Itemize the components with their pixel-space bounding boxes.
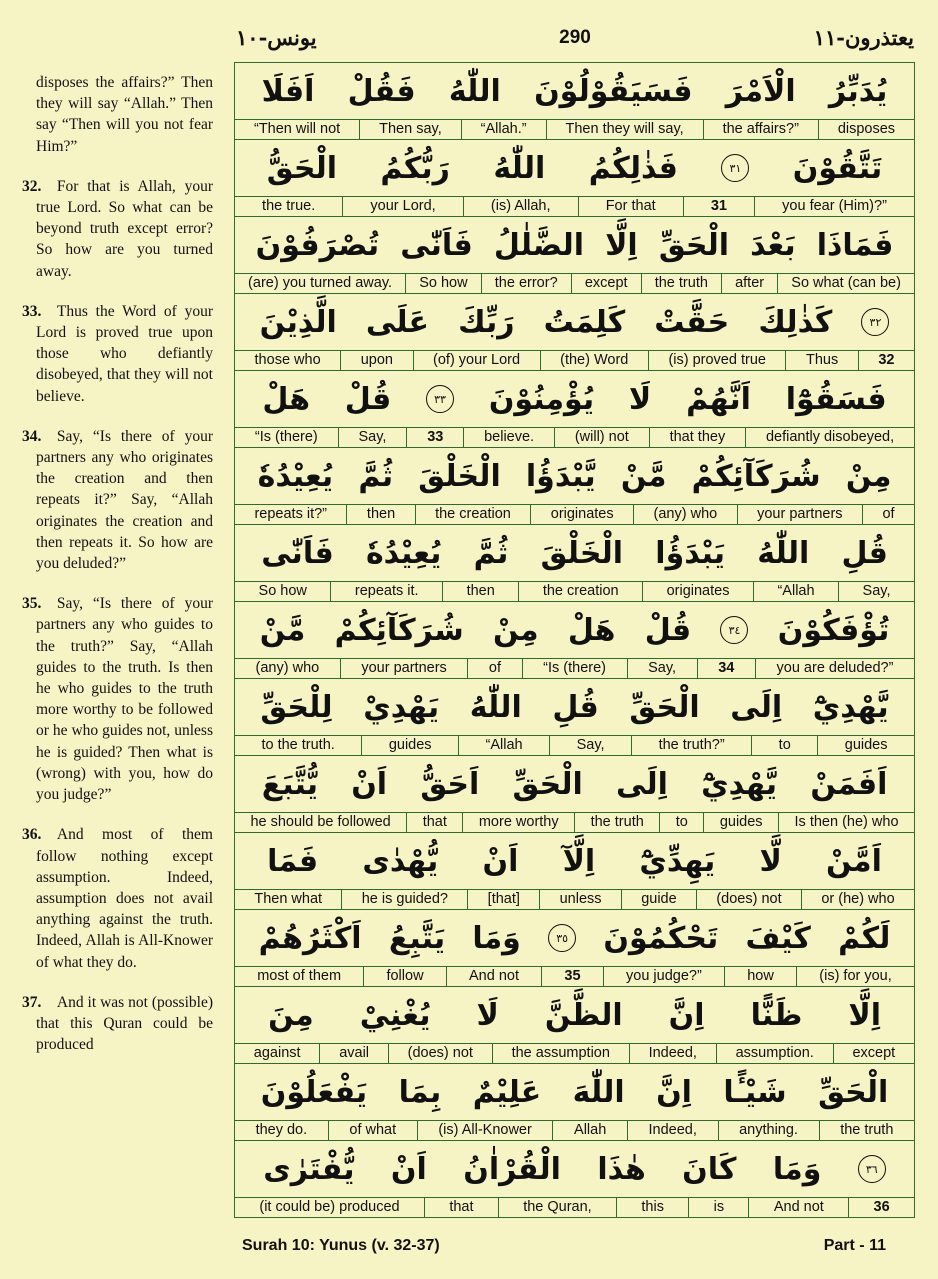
word-meaning-cell: (does) not xyxy=(696,890,801,909)
arabic-word: تُصْرَفُوْنَ xyxy=(255,227,380,263)
arabic-word: يُدَبِّرُ xyxy=(828,73,888,109)
verse-row xyxy=(235,1063,914,1140)
arabic-word: فَسَقُوْٓا xyxy=(785,381,887,417)
ayah-number-cell: 32 xyxy=(858,351,914,370)
arabic-word: هَلْ xyxy=(567,612,616,648)
word-meaning-cell: (are) you turned away. xyxy=(248,275,393,291)
arabic-word: اِلَّا xyxy=(605,227,638,263)
arabic-word: شُرَكَآئِكُمْ xyxy=(691,458,821,494)
word-meaning-cell: Then what xyxy=(254,891,323,907)
arabic-line xyxy=(235,833,914,890)
word-meaning-cell: (does) not xyxy=(388,1044,492,1063)
arabic-word: الْخَلْقَ xyxy=(540,535,624,571)
arabic-word: ثُمَّ xyxy=(358,458,394,494)
word-meaning-cell: your partners xyxy=(737,505,862,524)
verse-number: 36. xyxy=(22,826,42,844)
arabic-word: يُعِيْدُهٗ xyxy=(365,535,442,571)
word-meaning-cell: you fear (Him)?” xyxy=(754,197,914,216)
arabic-line xyxy=(235,217,914,274)
word-meaning-cell: defiantly disobeyed, xyxy=(745,428,914,447)
arabic-word: فَمَا xyxy=(267,843,319,879)
word-meaning-cell: is xyxy=(688,1198,748,1217)
translation-line xyxy=(235,813,914,832)
arabic-word: يُّتَّبَعَ xyxy=(261,766,318,802)
word-meaning-cell: “Is (there) xyxy=(254,429,318,445)
word-meaning-cell: guides xyxy=(817,736,914,755)
arabic-word: اَنْ xyxy=(351,766,388,802)
arabic-word: الْاَمْرَ xyxy=(725,73,796,109)
word-meaning-cell: more worthy xyxy=(462,813,574,832)
word-meaning-cell: the truth xyxy=(641,274,721,293)
arabic-word: يَّهْدِيْٓ xyxy=(701,766,778,802)
word-meaning-cell: Say, xyxy=(627,659,697,678)
arabic-word: الْخَلْقَ xyxy=(418,458,501,494)
word-meaning-cell: guide xyxy=(621,890,696,909)
word-meaning-cell: the truth xyxy=(819,1121,914,1140)
verse-row xyxy=(235,524,914,601)
word-meaning-cell: Then say, xyxy=(359,120,461,139)
arabic-word: فَقُلْ xyxy=(347,73,416,109)
ayah-number-cell: 33 xyxy=(406,428,463,447)
translation-line xyxy=(235,890,914,909)
word-meaning-cell: originates xyxy=(642,582,753,601)
verse-number: 35. xyxy=(22,595,42,613)
word-meaning-cell: the affairs?” xyxy=(703,120,818,139)
arabic-word: اللّٰهَ xyxy=(572,1074,625,1110)
word-meaning-cell: (is) Allah, xyxy=(463,197,578,216)
word-meaning-cell: assumption. xyxy=(716,1044,833,1063)
translation-line xyxy=(235,1198,914,1217)
arabic-word: يُعِيْدُهٗ xyxy=(257,458,334,494)
arabic-line xyxy=(235,63,914,120)
translation-line xyxy=(235,428,914,447)
arabic-word: لِلْحَقِّ xyxy=(260,689,333,725)
verse-row xyxy=(235,216,914,293)
arabic-word: اَفَمَنْ xyxy=(810,766,888,802)
word-meaning-cell: And not xyxy=(446,967,541,986)
translation-line xyxy=(235,197,914,216)
arabic-word: كَلِمَتُ xyxy=(543,304,626,340)
word-meaning-cell: Say, xyxy=(338,428,407,447)
arabic-word: اَفَلَا xyxy=(261,73,315,109)
arabic-word: فَمَاذَا xyxy=(816,227,894,263)
verse-number: 32. xyxy=(22,177,42,195)
arabic-word: شُرَكَآئِكُمْ xyxy=(334,612,464,648)
word-meaning-cell: And not xyxy=(748,1198,848,1217)
word-meaning-cell: (it could be) produced xyxy=(259,1199,400,1215)
page-header xyxy=(236,25,914,57)
arabic-line xyxy=(235,525,914,582)
arabic-line xyxy=(235,602,914,659)
translation-text: And it was not (possible) that this Quran could be produced xyxy=(36,993,213,1054)
word-meaning-cell: of what xyxy=(328,1121,417,1140)
word-meaning-cell: repeats it?” xyxy=(254,506,328,522)
verse-row xyxy=(235,293,914,370)
word-meaning-cell: For that xyxy=(578,197,683,216)
translation-line xyxy=(235,659,914,678)
arabic-word: بَعْدَ xyxy=(750,227,796,263)
arabic-word: هٰذَا xyxy=(597,1151,646,1187)
word-meaning-cell: “Then will not xyxy=(253,121,341,137)
arabic-word: يُؤْمِنُوْنَ xyxy=(488,381,595,417)
arabic-word: يَّبْدَؤُا xyxy=(525,458,596,494)
arabic-word: الَّذِيْنَ xyxy=(259,304,337,340)
word-meaning-cell: the creation xyxy=(518,582,642,601)
arabic-line xyxy=(235,679,914,736)
word-meaning-cell: the truth xyxy=(574,813,659,832)
arabic-word: اِنَّ xyxy=(656,1074,692,1110)
word-meaning-cell: of xyxy=(862,505,914,524)
arabic-word: اَحَقُّ xyxy=(420,766,480,802)
ayah-end-marker: ٣٢ xyxy=(861,308,889,336)
arabic-word: يَفْعَلُوْنَ xyxy=(260,1074,368,1110)
word-meaning-cell: they do. xyxy=(255,1122,308,1138)
arabic-word: اِلَى xyxy=(616,766,668,802)
translation-line xyxy=(235,967,914,986)
arabic-word: ثُمَّ xyxy=(473,535,509,571)
word-meaning-cell: [that] xyxy=(467,890,539,909)
arabic-line xyxy=(235,910,914,967)
arabic-word: اِلَّآ xyxy=(562,843,596,879)
verse-row xyxy=(235,909,914,986)
word-meaning-cell: believe. xyxy=(463,428,554,447)
word-meaning-cell: Is then (he) who xyxy=(778,813,914,832)
word-meaning-cell: those who xyxy=(254,352,321,368)
word-meaning-cell: how xyxy=(724,967,796,986)
word-meaning-cell: that they xyxy=(649,428,745,447)
verse-row xyxy=(235,370,914,447)
verse-row xyxy=(235,63,914,139)
word-meaning-cell: Indeed, xyxy=(629,1044,716,1063)
arabic-word: مَّنْ xyxy=(620,458,667,494)
word-meaning-cell: that xyxy=(424,1198,498,1217)
translation-paragraph xyxy=(22,992,213,1056)
arabic-word: لَا xyxy=(628,381,652,417)
word-meaning-cell: (will) not xyxy=(554,428,649,447)
arabic-word: فَاَنّٰى xyxy=(400,227,473,263)
arabic-word: الْحَقِّ xyxy=(629,689,700,725)
juz-name-arabic: يعتذرون-١١ xyxy=(813,25,914,50)
ayah-number-cell: 31 xyxy=(683,197,754,216)
word-meaning-cell: (any) who xyxy=(633,505,737,524)
arabic-word: مِنْ xyxy=(493,612,539,648)
arabic-word: فَاَنّٰى xyxy=(261,535,334,571)
arabic-word: كَيْفَ xyxy=(745,920,811,956)
arabic-line xyxy=(235,987,914,1044)
translation-text: For that is Allah, your true Lord. So what can be beyond truth except error? So how are you turned away. xyxy=(36,177,213,280)
word-meaning-cell: repeats it. xyxy=(330,582,442,601)
verse-row xyxy=(235,678,914,755)
arabic-line xyxy=(235,140,914,197)
word-meaning-cell: “Is (there) xyxy=(522,659,627,678)
arabic-line xyxy=(235,756,914,813)
verse-row xyxy=(235,1140,914,1217)
arabic-word: مَّنْ xyxy=(259,612,306,648)
arabic-word: الظَّنَّ xyxy=(544,997,623,1033)
ayah-end-marker: ٣٥ xyxy=(548,924,576,952)
word-meaning-cell: (the) Word xyxy=(540,351,648,370)
word-meaning-cell: that xyxy=(406,813,462,832)
arabic-word: الضَّلٰلُ xyxy=(493,227,584,263)
word-meaning-cell: your Lord, xyxy=(342,197,462,216)
arabic-word: وَمَا xyxy=(472,920,521,956)
arabic-word: يَتَّبِعُ xyxy=(388,920,446,956)
word-meaning-cell: except xyxy=(833,1044,914,1063)
arabic-word: اِلَّا xyxy=(848,997,881,1033)
arabic-word: تُؤْفَكُوْنَ xyxy=(777,612,890,648)
verse-row xyxy=(235,832,914,909)
arabic-line xyxy=(235,294,914,351)
word-meaning-cell: Then they will say, xyxy=(546,120,703,139)
verse-row xyxy=(235,986,914,1063)
arabic-word: ظَنًّا xyxy=(750,997,803,1033)
word-meaning-cell: against xyxy=(253,1045,301,1061)
arabic-word: كَانَ xyxy=(682,1151,737,1187)
arabic-word: رَبِّكَ xyxy=(458,304,515,340)
surah-name-arabic: يونس-١٠ xyxy=(236,25,317,50)
word-meaning-cell: he should be followed xyxy=(250,814,391,830)
arabic-word: حَقَّتْ xyxy=(654,304,730,340)
translation-line xyxy=(235,120,914,139)
word-meaning-cell: except xyxy=(571,274,641,293)
verse-row xyxy=(235,601,914,678)
word-meaning-cell: most of them xyxy=(257,968,342,984)
arabic-word: وَمَا xyxy=(772,1151,822,1187)
arabic-word: اَكْثَرُهُمْ xyxy=(258,920,362,956)
arabic-word: اَمَّنْ xyxy=(826,843,882,879)
verse-row xyxy=(235,139,914,216)
word-meaning-cell: upon xyxy=(340,351,412,370)
arabic-word: الْقُرْاٰنُ xyxy=(463,1151,561,1187)
translation-text: disposes the affairs?” Then they will say “Allah.” Then say “Then will you not fear Him?” xyxy=(36,74,213,155)
word-meaning-cell: (is) All-Knower xyxy=(417,1121,553,1140)
arabic-word: مِنَ xyxy=(268,997,314,1033)
arabic-line xyxy=(235,371,914,428)
word-meaning-cell: Say, xyxy=(838,582,914,601)
arabic-word: اَنْ xyxy=(390,1151,427,1187)
word-meaning-cell: to xyxy=(659,813,703,832)
arabic-word: الْحَقِّ xyxy=(818,1074,889,1110)
arabic-word: تَحْكُمُوْنَ xyxy=(603,920,719,956)
surah-reference: Surah 10: Yunus (v. 32-37) xyxy=(242,1237,440,1254)
translation-paragraph xyxy=(22,72,213,157)
verse-row xyxy=(235,447,914,524)
arabic-line xyxy=(235,448,914,505)
ayah-number-cell: 36 xyxy=(848,1198,914,1217)
translation-line xyxy=(235,582,914,601)
verse-number: 34. xyxy=(22,427,42,445)
arabic-word: مِنْ xyxy=(845,458,892,494)
arabic-word: اَنَّهُمْ xyxy=(686,381,751,417)
word-meaning-cell: the truth?” xyxy=(631,736,751,755)
translation-line xyxy=(235,1044,914,1063)
arabic-word: الْحَقِّ xyxy=(658,227,730,263)
ayah-end-marker: ٣١ xyxy=(721,154,749,182)
arabic-word: يُّهْدٰى xyxy=(362,843,439,879)
arabic-word: قُلْ xyxy=(644,612,692,648)
word-meaning-cell: avail xyxy=(319,1044,387,1063)
translation-line xyxy=(235,351,914,370)
arabic-word: تَتَّقُوْنَ xyxy=(792,150,883,186)
word-meaning-cell: the error? xyxy=(481,274,571,293)
word-by-word-grid xyxy=(234,62,915,1218)
word-meaning-cell: Allah xyxy=(552,1121,626,1140)
arabic-word: قُلِ xyxy=(841,535,888,571)
translation-text: Say, “Is there of your partners any who originates the creation and then repeats it?” Say, “Allah originates the creation and then repeats it. So how are you deluded?” xyxy=(36,427,213,573)
word-meaning-cell: (is) for you, xyxy=(796,967,914,986)
ayah-number-cell: 34 xyxy=(697,659,755,678)
word-meaning-cell: of xyxy=(467,659,521,678)
translation-line xyxy=(235,505,914,524)
verse-row xyxy=(235,755,914,832)
word-meaning-cell: originates xyxy=(530,505,633,524)
translation-paragraph xyxy=(22,176,213,282)
word-meaning-cell: anything. xyxy=(718,1121,819,1140)
word-meaning-cell: this xyxy=(616,1198,688,1217)
word-meaning-cell: then xyxy=(346,505,414,524)
word-meaning-cell: guides xyxy=(361,736,458,755)
ayah-end-marker: ٣٤ xyxy=(720,616,748,644)
arabic-word: يَهِدِّيْٓ xyxy=(639,843,716,879)
word-meaning-cell: So what (can be) xyxy=(777,274,914,293)
arabic-word: يُّفْتَرٰى xyxy=(263,1151,355,1187)
arabic-word: بِمَا xyxy=(398,1074,442,1110)
arabic-line xyxy=(235,1064,914,1121)
word-meaning-cell: you are deluded?” xyxy=(755,659,914,678)
arabic-word: عَلَى xyxy=(365,304,429,340)
word-meaning-cell: guides xyxy=(703,813,778,832)
arabic-word: اللّٰهُ xyxy=(493,150,546,186)
translation-text: Say, “Is there of your partners any who guides to the truth?” Say, “Allah guides to the truth. Is then he who guides to the truth more worthy to be followed or he who guides not, unless he is guided? Then what is (wrong) with you, how do you judge?” xyxy=(36,595,213,804)
word-meaning-cell: the Quran, xyxy=(498,1198,616,1217)
arabic-word: يَّهْدِيْٓ xyxy=(812,689,889,725)
arabic-word: كَذٰلِكَ xyxy=(758,304,833,340)
arabic-word: شَيْـًٔا xyxy=(723,1074,787,1110)
word-meaning-cell: then xyxy=(442,582,518,601)
part-number: Part - 11 xyxy=(823,1237,886,1254)
arabic-word: قُلْ xyxy=(344,381,392,417)
word-meaning-cell: Thus xyxy=(785,351,857,370)
verse-number: 33. xyxy=(22,302,42,320)
translation-line xyxy=(235,274,914,293)
ayah-number-cell: 35 xyxy=(541,967,603,986)
arabic-word: رَبُّكُمُ xyxy=(380,150,450,186)
arabic-word: هَلْ xyxy=(262,381,310,417)
word-meaning-cell: or (he) who xyxy=(801,890,914,909)
word-meaning-cell: he is guided? xyxy=(341,890,467,909)
arabic-word: اَنْ xyxy=(482,843,519,879)
word-meaning-cell: unless xyxy=(539,890,621,909)
word-meaning-cell: disposes xyxy=(818,120,914,139)
translation-column xyxy=(22,72,213,1074)
arabic-word: يَهْدِيْ xyxy=(363,689,440,725)
arabic-word: قُلِ xyxy=(552,689,599,725)
word-meaning-cell: “Allah.” xyxy=(461,120,546,139)
translation-paragraph xyxy=(22,593,213,805)
word-meaning-cell: to the truth. xyxy=(261,737,335,753)
word-meaning-cell: (any) who xyxy=(255,660,320,676)
word-meaning-cell: follow xyxy=(363,967,446,986)
translation-paragraph xyxy=(22,426,213,574)
arabic-word: لَا xyxy=(476,997,499,1033)
arabic-word: اللّٰهُ xyxy=(757,535,810,571)
arabic-word: الْحَقِّ xyxy=(512,766,583,802)
translation-text: Thus the Word of your Lord is proved true upon those who defiantly disobeyed, that they will not believe. xyxy=(36,302,213,405)
verse-number: 37. xyxy=(22,993,42,1011)
word-meaning-cell: So how xyxy=(405,274,481,293)
word-meaning-cell: (is) proved true xyxy=(648,351,786,370)
word-meaning-cell: Indeed, xyxy=(627,1121,718,1140)
arabic-word: يَبْدَؤُا xyxy=(655,535,726,571)
ayah-end-marker: ٣٣ xyxy=(426,385,454,413)
word-meaning-cell: So how xyxy=(258,583,307,599)
translation-line xyxy=(235,736,914,755)
arabic-word: فَسَيَقُوْلُوْنَ xyxy=(534,73,693,109)
word-meaning-cell: “Allah xyxy=(753,582,838,601)
word-meaning-cell: “Allah xyxy=(458,736,549,755)
word-meaning-cell: you judge?” xyxy=(603,967,724,986)
arabic-word: فَذٰلِكُمُ xyxy=(588,150,678,186)
word-meaning-cell: the true. xyxy=(262,198,316,214)
word-meaning-cell: after xyxy=(721,274,777,293)
word-meaning-cell: the creation xyxy=(415,505,531,524)
translation-line xyxy=(235,1121,914,1140)
arabic-word: اللّٰهُ xyxy=(448,73,501,109)
word-meaning-cell: the assumption xyxy=(492,1044,629,1063)
ayah-end-marker: ٣٦ xyxy=(858,1155,886,1183)
word-meaning-cell: Say, xyxy=(549,736,631,755)
word-meaning-cell: to xyxy=(751,736,817,755)
arabic-word: اِلَى xyxy=(730,689,783,725)
arabic-word: الْحَقُّ xyxy=(266,150,337,186)
translation-paragraph xyxy=(22,824,213,972)
arabic-word: يُغْنِيْ xyxy=(359,997,431,1033)
translation-paragraph xyxy=(22,301,213,407)
arabic-line xyxy=(235,1141,914,1198)
arabic-word: اللّٰهُ xyxy=(469,689,522,725)
word-meaning-cell: (of) your Lord xyxy=(413,351,540,370)
arabic-word: لَكُمْ xyxy=(838,920,891,956)
arabic-word: لَّا xyxy=(759,843,782,879)
translation-text: And most of them follow nothing except assumption. Indeed, assumption does not avail anything against the truth. Indeed, Allah is All-Knower of what they do. xyxy=(36,826,213,971)
word-meaning-cell: your partners xyxy=(340,659,468,678)
arabic-word: اِنَّ xyxy=(668,997,705,1033)
arabic-word: عَلِيْمٌ xyxy=(472,1074,542,1110)
page-number: 290 xyxy=(559,27,591,48)
